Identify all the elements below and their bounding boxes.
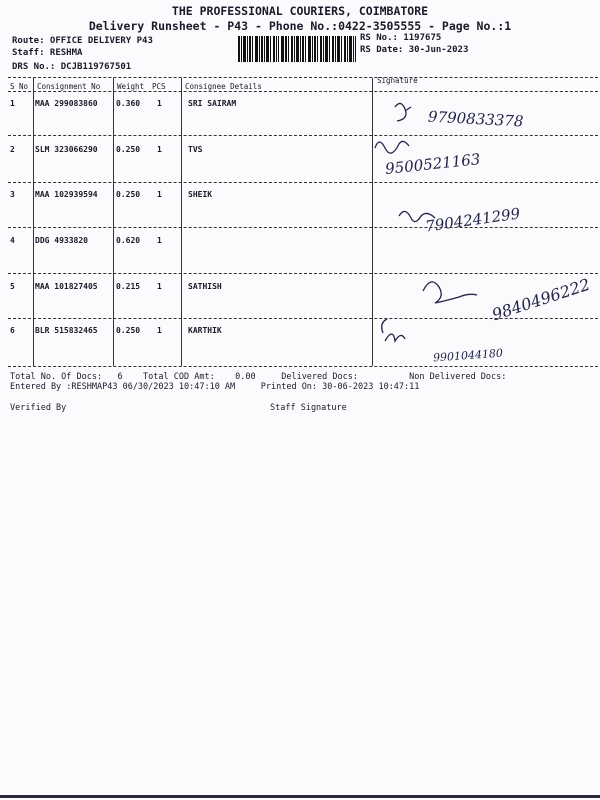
row-consignee: SATHISH [188, 282, 222, 291]
table-top-rule [8, 77, 598, 78]
row-pcs: 1 [157, 190, 162, 199]
row-consignment: DDG 4933820 [35, 236, 88, 245]
col-header-signature: Signature [377, 76, 418, 85]
row-pcs: 1 [157, 236, 162, 245]
drs-number: DRS No.: DCJB119767501 [12, 62, 132, 72]
row-consignment: BLR 515832465 [35, 326, 98, 335]
row-sno: 4 [10, 236, 15, 245]
row-consignee: KARTHIK [188, 326, 222, 335]
signature-phone: 9840496222 [489, 274, 593, 325]
row-consignee: TVS [188, 145, 203, 154]
signature-phone: 7904241299 [424, 204, 522, 236]
row-weight: 0.250 [116, 190, 141, 199]
column-divider [113, 78, 114, 366]
row-consignment: SLM 323066290 [35, 145, 98, 154]
handwritten-signatures [373, 93, 598, 365]
barcode [238, 36, 356, 62]
runsheet-subtitle: Delivery Runsheet - P43 - Phone No.:0422-3505555 - Page No.:1 [88, 19, 512, 33]
column-divider [33, 78, 34, 366]
rs-number: RS No.: 1197675 [360, 33, 442, 43]
row-weight: 0.360 [116, 99, 141, 108]
header-rule [8, 91, 598, 92]
totals-line: Total No. Of Docs: 6 Total COD Amt: 0.00 Delivered Docs: Non Delivered Docs: [10, 372, 507, 382]
signature-phone: 9790833378 [427, 107, 524, 131]
row-sno: 6 [10, 326, 15, 335]
row-sno: 3 [10, 190, 15, 199]
rs-date: RS Date: 30-Jun-2023 [360, 45, 469, 55]
table-bottom-rule [8, 366, 598, 367]
column-divider [181, 78, 182, 366]
row-consignee: SRI SAIRAM [188, 99, 237, 108]
row-sno: 2 [10, 145, 15, 154]
signature-phone: 9500521163 [384, 150, 482, 178]
col-header-consignee: Consignee Details [185, 82, 262, 91]
row-pcs: 1 [157, 282, 162, 291]
staff-signature-label: Staff Signature [270, 403, 347, 413]
row-consignment: MAA 101827405 [35, 282, 98, 291]
col-header-consignment: Consignment No [37, 82, 101, 91]
row-weight: 0.620 [116, 236, 141, 245]
row-weight: 0.215 [116, 282, 141, 291]
company-title: THE PROFESSIONAL COURIERS, COIMBATORE [171, 4, 429, 18]
col-header-sno: S No [10, 82, 29, 91]
staff-label: Staff: RESHMA [12, 48, 83, 58]
row-weight: 0.250 [116, 145, 141, 154]
entered-by-line: Entered By :RESHMAP43 06/30/2023 10:47:10 AM Printed On: 30-06-2023 10:47:11 [10, 382, 420, 392]
signature-phone: 9901044180 [432, 346, 504, 365]
row-pcs: 1 [157, 326, 162, 335]
route-label: Route: OFFICE DELIVERY P43 [12, 36, 153, 46]
verified-by-label: Verified By [10, 403, 67, 413]
row-sno: 5 [10, 282, 15, 291]
col-header-pcs: PCS [152, 82, 166, 91]
row-pcs: 1 [157, 145, 162, 154]
row-weight: 0.250 [116, 326, 141, 335]
scan-edge [0, 790, 600, 800]
col-header-weight: Weight [117, 82, 145, 91]
row-consignment: MAA 299083860 [35, 99, 98, 108]
row-consignment: MAA 102939594 [35, 190, 98, 199]
row-consignee: SHEIK [188, 190, 213, 199]
row-pcs: 1 [157, 99, 162, 108]
row-sno: 1 [10, 99, 15, 108]
